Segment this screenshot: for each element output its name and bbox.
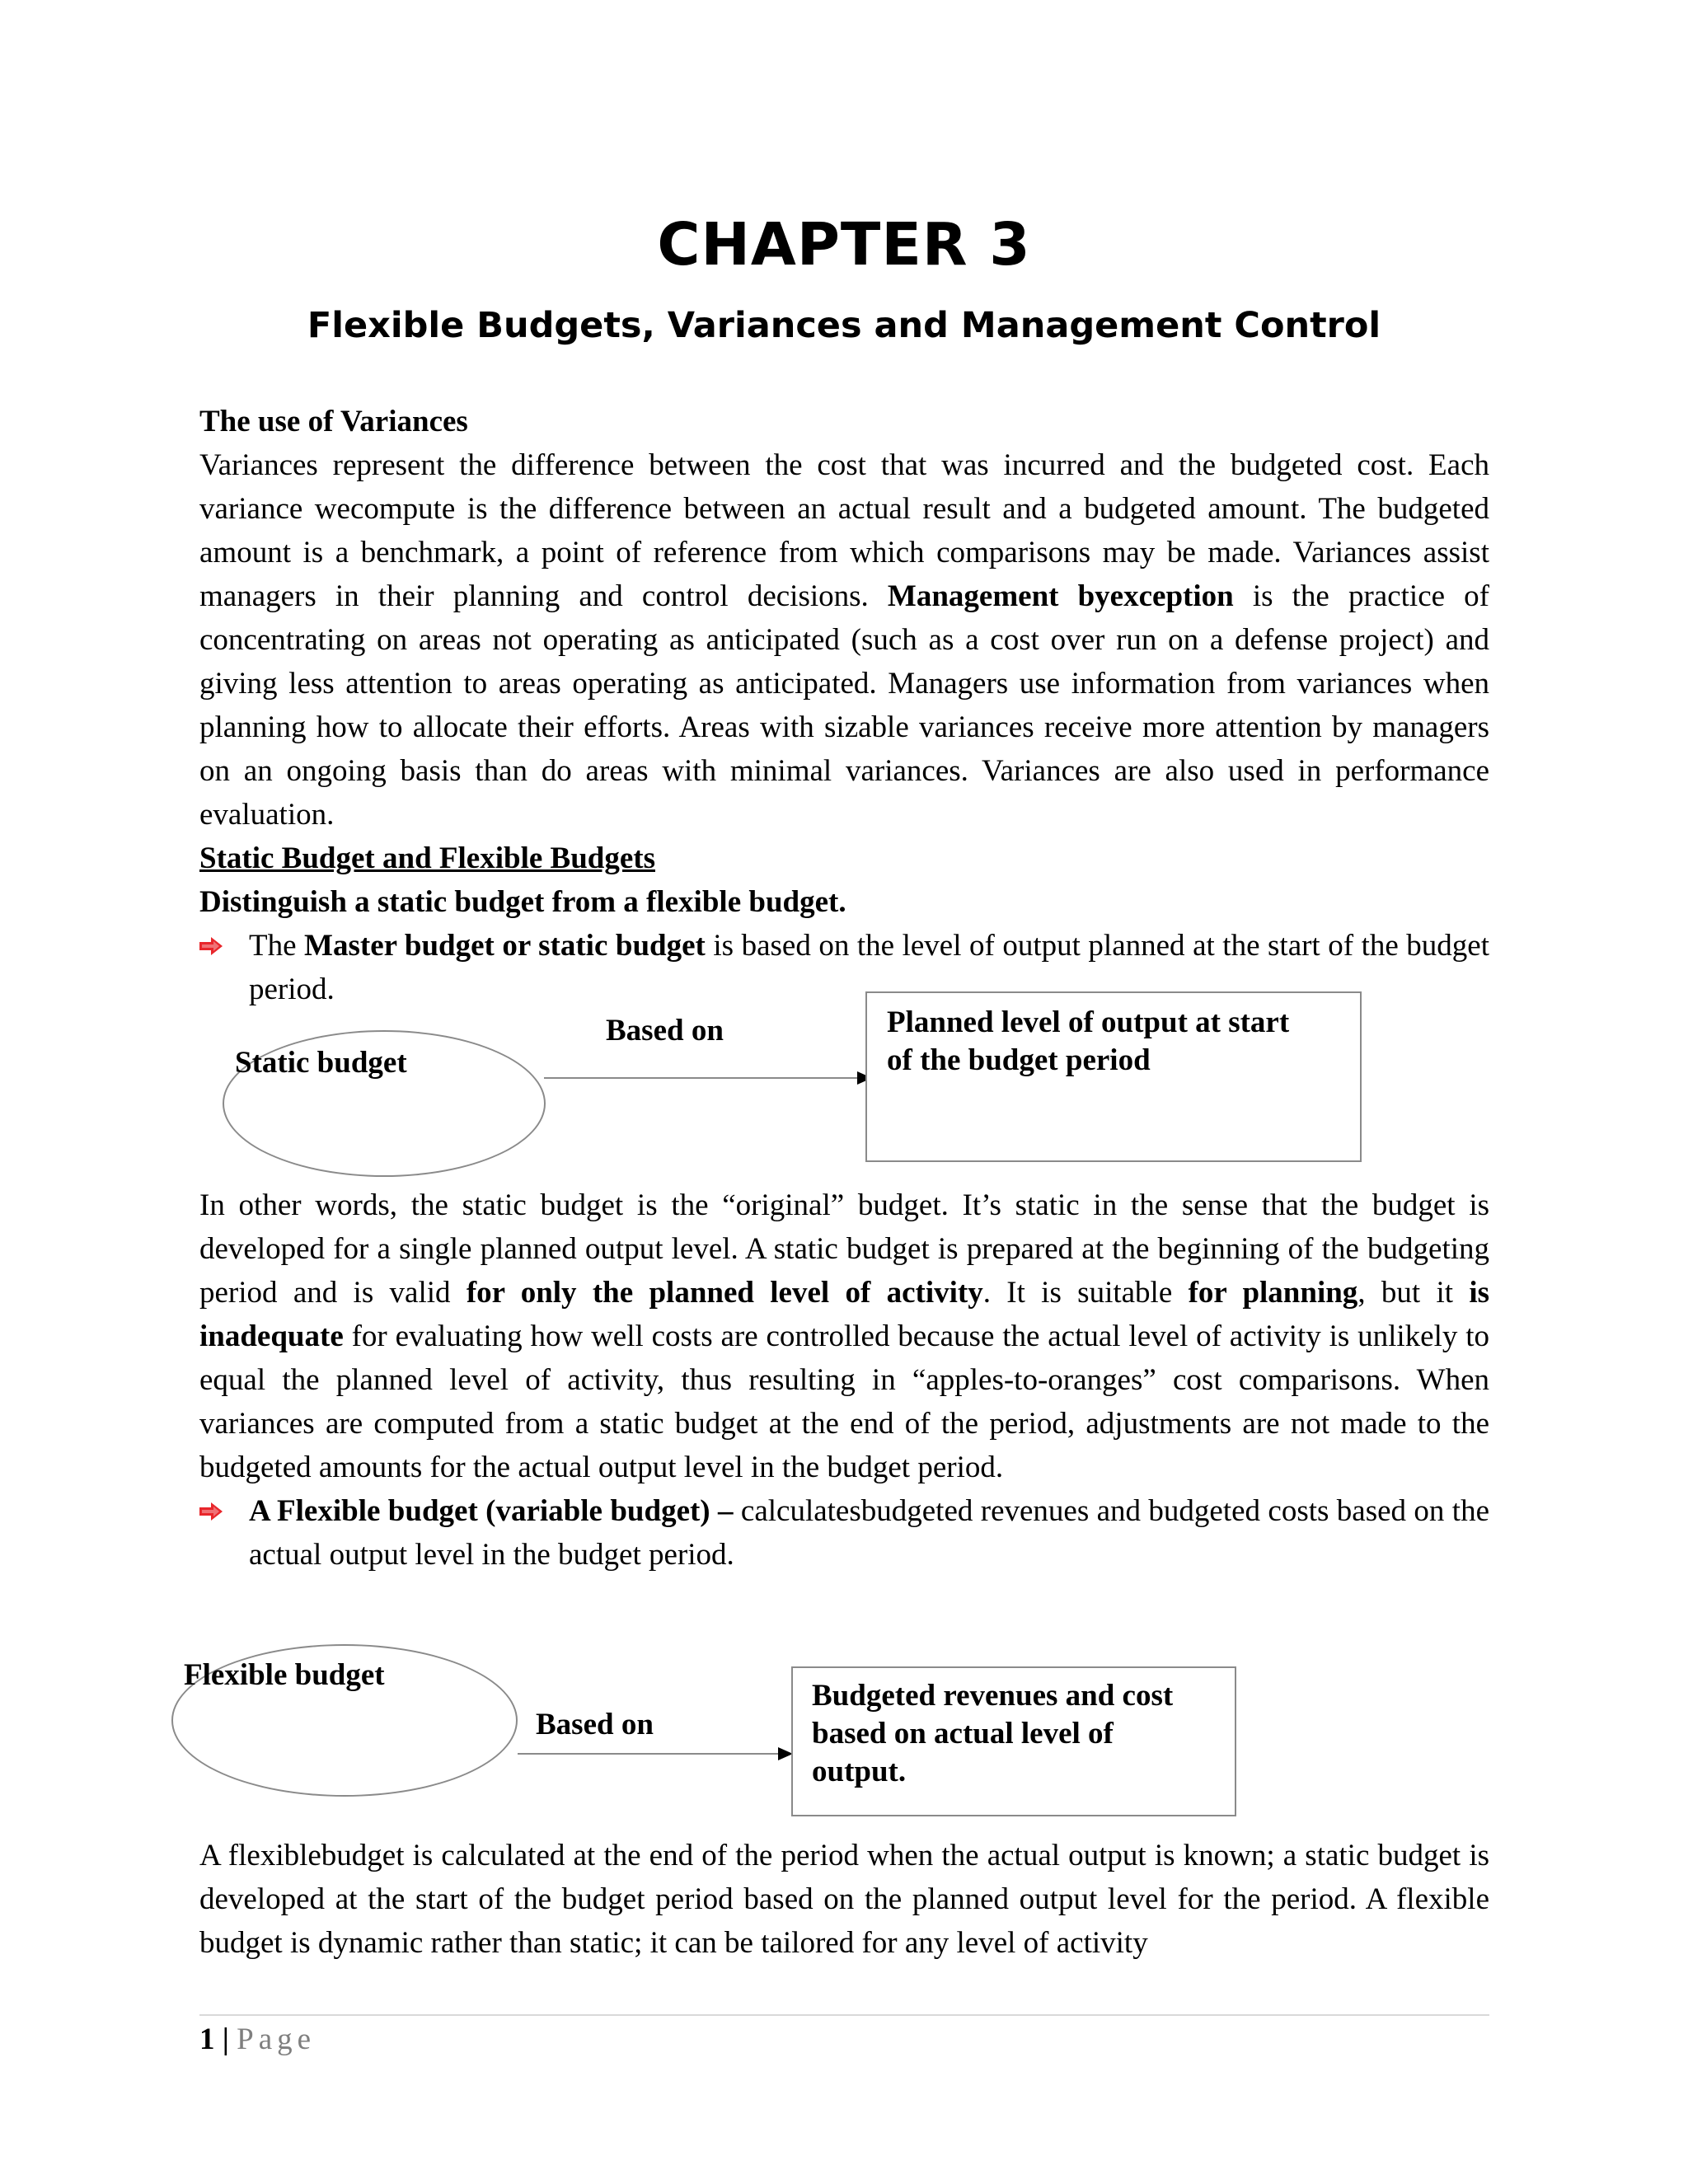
box-text: Budgeted revenues and cost	[812, 1679, 1174, 1713]
footer-divider	[199, 2014, 1489, 2016]
bullet-text: is based on the level of output planned at the start of the budget period.	[249, 929, 1489, 1006]
arrow-connector	[518, 1744, 794, 1764]
paragraph	[199, 443, 1489, 837]
bold-term: Master budget or static budget	[304, 929, 706, 963]
right-arrow-bullet-icon	[199, 1502, 223, 1521]
paragraph-text: for evaluating how well costs are controlled because the actual level of activity is unlikely to equal the planned level of activity, thus resulting in “apples-to-oranges” cost comparisons. When variances are computed from a static budget at the end of the period, adjustments are not made to the budgeted amounts for the actual output level in the budget period.	[199, 1319, 1489, 1484]
bold-term: is inadequate	[199, 1276, 1489, 1353]
box-text: of the budget period	[887, 1043, 1151, 1077]
based-on-label: Based on	[606, 1014, 724, 1047]
based-on-label: Based on	[536, 1708, 654, 1741]
paragraph	[199, 1183, 1489, 1489]
chapter-subtitle: Flexible Budgets, Variances and Management Control	[307, 305, 1381, 346]
bold-term: for planning	[1188, 1276, 1358, 1310]
arrow-connector	[544, 1068, 874, 1088]
flexible-budget-explanation	[199, 1834, 1489, 1965]
section-heading-underlined: Static Budget and Flexible Budgets	[199, 841, 655, 875]
bullet-text: The	[249, 929, 305, 963]
paragraph-text: In other words, the static budget is the “original” budget. It’s static in the sense that the budget is developed for a single planned output level. A static budget is prepared at the beginning of the budgeting period and is valid	[199, 1188, 1489, 1310]
bullet-item	[199, 1489, 1489, 1577]
box-text: based on actual level of	[812, 1717, 1114, 1750]
static-budget-label: Static budget	[235, 1046, 407, 1080]
bold-term: Management byexception	[887, 579, 1234, 613]
subheading: Distinguish a static budget from a flexible budget.	[199, 885, 846, 919]
paragraph-text: . It is suitable	[982, 1276, 1189, 1310]
paragraph-text: is the practice of concentrating on areas not operating as anticipated (such as a cost over run on a defense project) and giving less attention to areas operating as anticipated. Managers use information from variances when planning how to allocate their efforts. Areas with sizable variances receive more attention by managers on an ongoing basis than do areas with minimal variances. Variances are also used in performance evaluation.	[199, 579, 1489, 832]
bullet-text: calculatesbudgeted revenues and budgeted costs based on the actual output level in the budget period.	[249, 1494, 1489, 1572]
section-heading: The use of Variances	[199, 405, 468, 438]
section-use-of-variances	[199, 400, 1489, 1011]
chapter-title: CHAPTER 3	[657, 210, 1031, 279]
bold-term: A Flexible budget (variable budget) –	[249, 1494, 734, 1528]
footer-separator: |	[222, 2022, 229, 2056]
page-footer	[199, 2019, 316, 2060]
bold-term: for only the planned level of activity	[466, 1276, 983, 1310]
box-text: Planned level of output at start	[887, 1005, 1290, 1039]
static-budget-explanation	[199, 1183, 1489, 1577]
paragraph-text: Variances represent the difference between the cost that was incurred and the budgeted cost. Each variance wecompute is the difference between an actual result and a budgeted amount. The budgeted amount is a benchmark, a point of reference from which comparisons may be made. Variances assist managers in their planning and control decisions.	[199, 448, 1489, 613]
page-number: 1	[199, 2022, 215, 2056]
paragraph: A flexiblebudget is calculated at the end of the period when the actual output is known; a static budget is developed at the start of the budget period based on the planned output level for the period. A flexible budget is dynamic rather than static; it can be tailored for any level of activity	[199, 1839, 1489, 1960]
box-text: output.	[812, 1755, 907, 1788]
paragraph-text: , but it	[1357, 1276, 1470, 1310]
right-arrow-bullet-icon	[199, 937, 223, 955]
page-word: Page	[237, 2022, 316, 2056]
flexible-budget-label: Flexible budget	[184, 1658, 385, 1692]
